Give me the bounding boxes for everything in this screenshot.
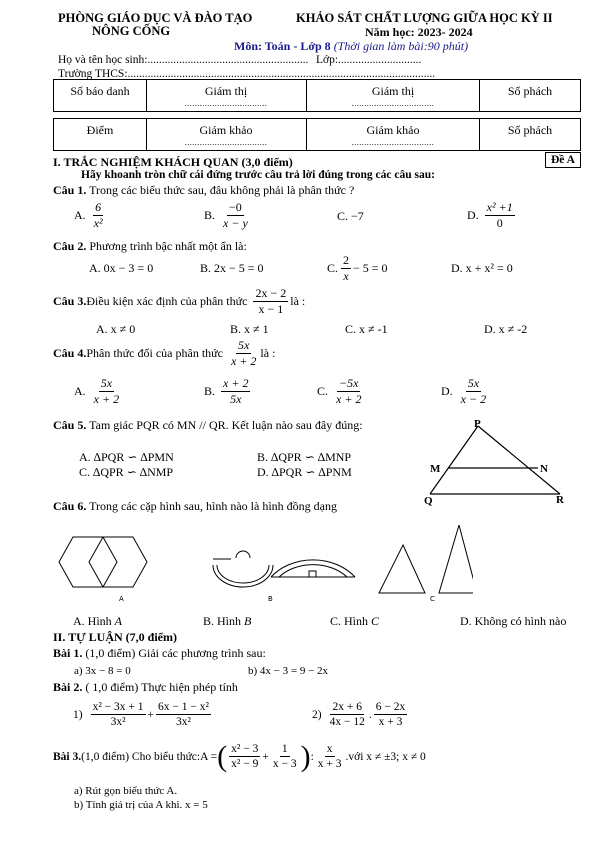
q1-option-c[interactable]: C. −7 xyxy=(337,209,364,223)
bai3-prompt: Bài 3. (1,0 điểm) Cho biểu thức: A = ( $\frac{\text{x² − 3}}{\text{x² − 9}}$ + $\frac{1}{x - 3}$ ) : $\frac{x}{x + 3}$ .với x ≠ ±3; x ≠ 0 xyxy=(53,740,426,774)
student-name-field: Họ và tên học sinh:........................................................ xyxy=(58,54,309,66)
school-field: Trường THCS:........................................................................................................... xyxy=(58,68,436,80)
label-n: N xyxy=(540,463,548,475)
bai3-part-b: b) Tính giá trị của A khi. x = 5 xyxy=(74,799,208,811)
q3-option-d[interactable]: D. x ≠ -2 xyxy=(484,322,528,336)
q1-option-b[interactable]: B. $\frac{-0}{x - y}$ xyxy=(204,200,248,230)
q1-prompt: Câu 1. Trong các biểu thức sau, đâu không phải là phân thức ? xyxy=(53,183,355,197)
q2-option-b[interactable]: B. 2x − 5 = 0 xyxy=(200,261,264,275)
exam-title: KHẢO SÁT CHẤT LƯỢNG GIỮA HỌC KỲ II xyxy=(296,11,553,25)
q1-option-d[interactable]: D. $\frac{\text{x² +1}}{0}$ xyxy=(467,200,513,230)
q4-prompt: Câu 4. Phân thức đối của phân thức $\frac{5x}{x + 2}$ là : xyxy=(53,338,276,368)
dept-line1: PHÒNG GIÁO DỤC VÀ ĐÀO TẠO xyxy=(58,11,253,25)
instruction: Hãy khoanh tròn chữ cái đứng trước câu trả lời đúng trong các câu sau: xyxy=(81,169,435,181)
section1-title: I. TRẮC NGHIỆM KHÁCH QUAN (3,0 điểm) xyxy=(53,155,293,169)
fig-label-a: A xyxy=(119,595,124,603)
fig-label-b: B xyxy=(268,595,273,603)
table2-cell-diem: Điểm xyxy=(54,119,147,150)
dept-line2: NÔNG CỐNG xyxy=(92,24,171,38)
bai2-part1: 1) $\frac{\text{x² − 3x + 1}}{\text{3x²}}$ + $\frac{\text{6x − 1 − x²}}{\text{3x²}}$ xyxy=(73,701,209,729)
triangle-pqr-figure xyxy=(420,416,580,506)
label-m: M xyxy=(430,463,441,475)
q4-option-c[interactable]: C. $\frac{-5x}{x + 2}$ xyxy=(317,376,362,406)
bai2-part2: 2) $\frac{2x + 6}{4x - 12}$ . $\frac{6 - 2x}{x + 3}$ xyxy=(312,701,406,729)
q6-option-c[interactable]: C. Hình C xyxy=(330,614,380,628)
table2-cell-gk1: Giám khảo ................................. xyxy=(146,119,307,150)
q5-prompt: Câu 5. Tam giác PQR có MN // QR. Kết luận nào sau đây đúng: xyxy=(53,418,363,432)
q5-option-c[interactable]: C. ∆QPR ∽ ∆NMP xyxy=(79,465,174,479)
q3-option-b[interactable]: B. x ≠ 1 xyxy=(230,322,269,336)
q4-option-b[interactable]: B. $\frac{x + 2}{5x}$ xyxy=(204,376,249,406)
q4-option-a[interactable]: A. $\frac{5x}{x + 2}$ xyxy=(74,376,120,406)
q4-option-d[interactable]: D. $\frac{5x}{x - 2}$ xyxy=(441,376,487,406)
label-p: P xyxy=(474,418,481,430)
q2-prompt: Câu 2. Phương trình bậc nhất một ẩn là: xyxy=(53,239,247,253)
q2-option-d[interactable]: D. x + x² = 0 xyxy=(451,261,513,275)
class-field: Lớp:............................. xyxy=(316,54,422,66)
subject-line xyxy=(234,39,468,54)
time-limit: (Thời gian làm bài:90 phút) xyxy=(333,39,469,53)
school-year: Năm học: 2023- 2024 xyxy=(365,25,473,39)
subject: Môn: Toán - Lớp 8 xyxy=(234,39,331,53)
q2-option-c[interactable]: C. $\frac{2}{x}$ − 5 = 0 xyxy=(327,253,388,283)
table1-cell-gt2: Giám thị ................................. xyxy=(307,80,480,111)
bai1-part-a: a) 3x − 8 = 0 xyxy=(74,665,131,677)
q6-option-a[interactable]: A. Hình A xyxy=(73,614,123,628)
proctor-table xyxy=(53,79,581,112)
label-q: Q xyxy=(424,495,433,506)
q6-option-b[interactable]: B. Hình B xyxy=(203,614,252,628)
q3-option-c[interactable]: C. x ≠ -1 xyxy=(345,322,388,336)
table1-cell-gt1: Giám thị ................................. xyxy=(146,80,307,111)
q3-prompt: Câu 3. Điều kiện xác định của phân thức $\frac{2x - 2}{x - 1}$ là : xyxy=(53,286,306,316)
label-r: R xyxy=(556,494,564,506)
table1-cell-sp: Số phách xyxy=(507,84,553,98)
section2-title: II. TỰ LUẬN (7,0 điểm) xyxy=(53,630,178,644)
q3-option-a[interactable]: A. x ≠ 0 xyxy=(96,322,136,336)
table2-cell-sp: Số phách xyxy=(507,123,553,137)
bai1-part-b: b) 4x − 3 = 9 − 2x xyxy=(248,665,329,677)
exam-code-badge: Đề A xyxy=(545,152,581,168)
q5-option-d[interactable]: D. ∆PQR ∽ ∆PNM xyxy=(257,465,352,479)
q5-option-b[interactable]: B. ∆QPR ∽ ∆MNP xyxy=(257,450,352,464)
q6-prompt: Câu 6. Trong các cặp hình sau, hình nào là hình đồng dạng xyxy=(53,499,337,513)
bai3-part-a: a) Rút gọn biểu thức A. xyxy=(74,785,178,797)
q6-option-d[interactable]: D. Không có hình nào xyxy=(460,614,567,628)
q5-option-a[interactable]: A. ∆PQR ∽ ∆PMN xyxy=(79,450,174,464)
table2-cell-gk2: Giám khảo ................................. xyxy=(307,119,480,150)
fig-label-c: C xyxy=(430,595,435,603)
table1-cell-sbd: Số báo danh xyxy=(54,80,147,111)
similar-shapes-figure xyxy=(53,525,473,605)
q2-option-a[interactable]: A. 0x − 3 = 0 xyxy=(89,261,154,275)
bai1-prompt: Bài 1. (1,0 điểm) Giải các phương trình sau: xyxy=(53,646,266,660)
q1-option-a[interactable]: A. $\frac{6}{\text{x²}}$ xyxy=(74,200,103,230)
grader-table xyxy=(53,118,581,151)
bai2-prompt: Bài 2. ( 1,0 điểm) Thực hiện phép tính xyxy=(53,680,238,694)
